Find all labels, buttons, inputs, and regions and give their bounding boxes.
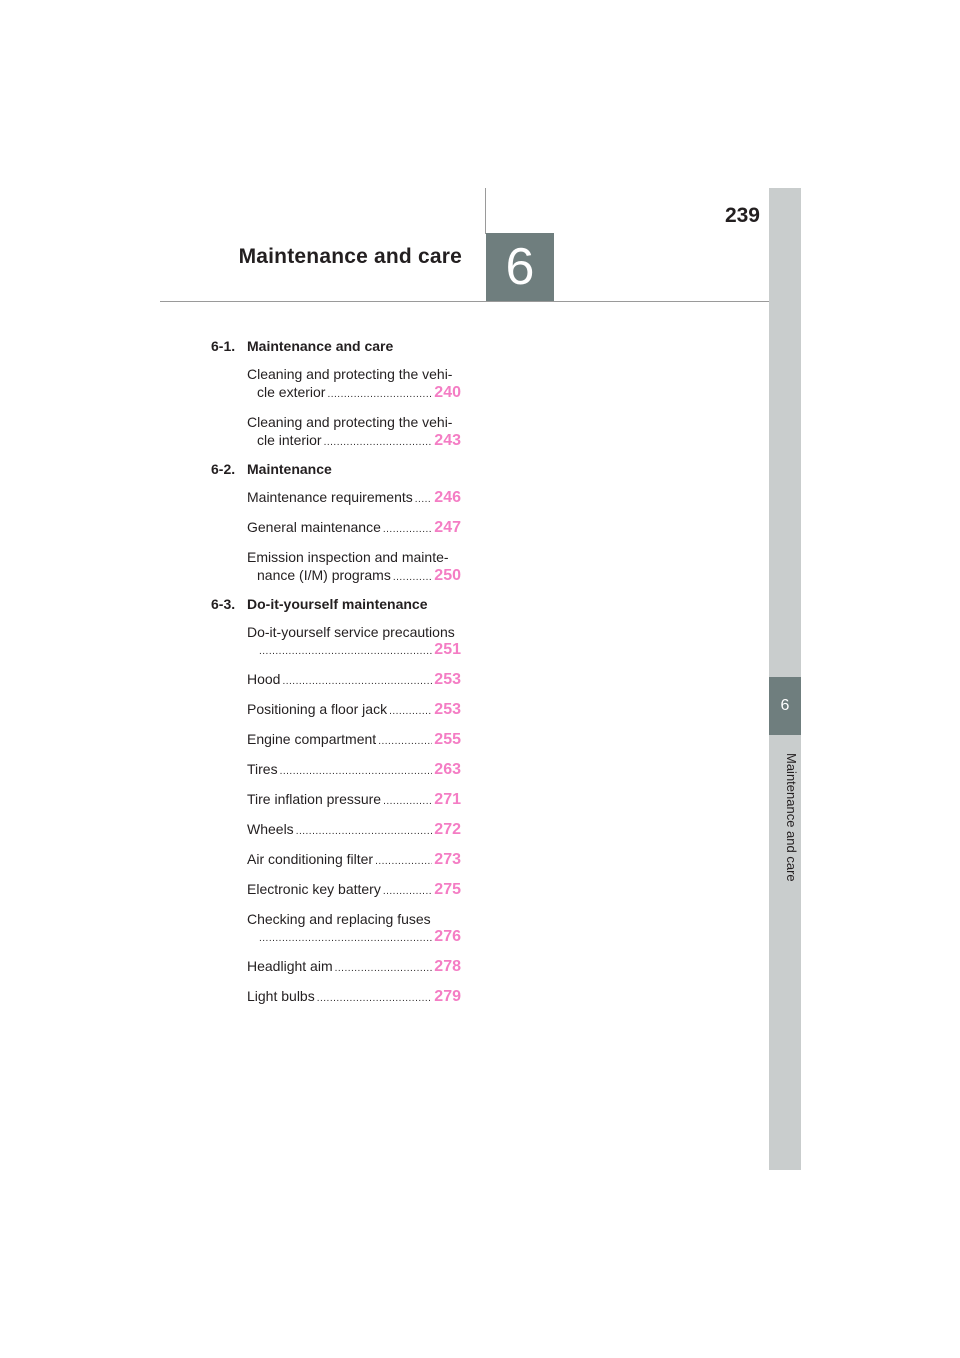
- entry-title: Engine compartment: [247, 731, 377, 747]
- toc-entry-key-battery[interactable]: [247, 880, 461, 901]
- entry-page-link[interactable]: 263: [434, 761, 461, 778]
- entry-title: Light bulbs: [247, 988, 315, 1004]
- toc-section-6-1[interactable]: [211, 338, 461, 356]
- entry-page-link[interactable]: 255: [434, 731, 461, 748]
- entry-title: Air conditioning filter: [247, 851, 374, 867]
- entry-page-link[interactable]: 271: [434, 791, 461, 808]
- toc-entry-general-maintenance[interactable]: [247, 518, 461, 539]
- entry-page-link[interactable]: 275: [434, 881, 461, 898]
- entry-page-link[interactable]: 278: [434, 958, 461, 975]
- dot-leader: [324, 434, 433, 452]
- dot-leader: [389, 703, 432, 721]
- entry-title-line1: Cleaning and protecting the vehi-: [247, 414, 453, 430]
- toc-entry-cleaning-interior[interactable]: [247, 413, 461, 452]
- dot-leader: [383, 793, 432, 811]
- dot-leader: [296, 823, 433, 841]
- entry-page-link[interactable]: 272: [434, 821, 461, 838]
- section-title: Maintenance: [247, 461, 332, 477]
- toc-entry-floor-jack[interactable]: [247, 700, 461, 721]
- toc-entry-cleaning-exterior[interactable]: [247, 365, 461, 404]
- entry-title: Tire inflation pressure: [247, 791, 382, 807]
- entry-title-line1: Emission inspection and mainte-: [247, 549, 449, 565]
- toc-section-6-3[interactable]: [211, 596, 461, 614]
- dot-leader: [393, 569, 432, 587]
- toc-entry-diy-precautions[interactable]: [247, 623, 461, 661]
- dot-leader: [282, 673, 432, 691]
- dot-leader: [317, 990, 433, 1008]
- table-of-contents: [211, 338, 461, 1017]
- section-number: 6-1.: [211, 338, 236, 354]
- toc-entry-tires[interactable]: [247, 760, 461, 781]
- entry-page-link[interactable]: 246: [434, 489, 461, 506]
- side-tab-number[interactable]: [769, 677, 801, 735]
- side-tab-label: Maintenance and care: [784, 752, 799, 882]
- entry-title: Positioning a floor jack: [247, 701, 388, 717]
- toc-entry-light-bulbs[interactable]: [247, 987, 461, 1008]
- side-tab-number-text: 6: [780, 697, 790, 714]
- entry-page-link[interactable]: 243: [434, 432, 461, 449]
- entry-title-line1: Do-it-yourself service precautions: [247, 624, 455, 640]
- chapter-title: Maintenance and care: [238, 245, 462, 268]
- dot-leader: [415, 491, 433, 509]
- toc-section-6-2[interactable]: [211, 461, 461, 479]
- entry-page-link[interactable]: 273: [434, 851, 461, 868]
- toc-entry-fuses[interactable]: [247, 910, 461, 948]
- dot-leader: [378, 733, 432, 751]
- entry-title: Maintenance requirements: [247, 489, 413, 505]
- toc-entry-maintenance-requirements[interactable]: [247, 488, 461, 509]
- dot-leader: [259, 930, 432, 948]
- section-title: Do-it-yourself maintenance: [247, 596, 428, 612]
- toc-entry-ac-filter[interactable]: [247, 850, 461, 871]
- toc-entry-headlight-aim[interactable]: [247, 957, 461, 978]
- entry-title-line2: cle interior: [257, 432, 322, 448]
- page-number: 239: [724, 204, 760, 227]
- section-number: 6-3.: [211, 596, 236, 612]
- entry-title-line2: nance (I/M) programs: [257, 567, 391, 583]
- entry-page-link[interactable]: 247: [434, 519, 461, 536]
- dot-leader: [375, 853, 432, 871]
- section-title: Maintenance and care: [247, 338, 394, 354]
- entry-title: Tires: [247, 761, 278, 777]
- entry-title-line2: cle exterior: [257, 384, 326, 400]
- toc-entry-hood[interactable]: [247, 670, 461, 691]
- dot-leader: [335, 960, 433, 978]
- toc-entry-emission-inspection[interactable]: [247, 548, 461, 587]
- toc-entry-wheels[interactable]: [247, 820, 461, 841]
- entry-page-link[interactable]: 253: [434, 671, 461, 688]
- header-divider: [160, 301, 770, 302]
- entry-page-link[interactable]: 250: [434, 567, 461, 584]
- entry-page-link[interactable]: 276: [434, 928, 461, 945]
- chapter-number-box: [486, 233, 554, 301]
- chapter-number: 6: [505, 238, 535, 296]
- entry-title: Headlight aim: [247, 958, 333, 974]
- toc-entry-tire-pressure[interactable]: [247, 790, 461, 811]
- toc-entry-engine-compartment[interactable]: [247, 730, 461, 751]
- header-divider-vertical: [485, 188, 486, 234]
- dot-leader: [383, 521, 432, 539]
- entry-page-link[interactable]: 253: [434, 701, 461, 718]
- dot-leader: [327, 386, 432, 404]
- entry-title: Hood: [247, 671, 281, 687]
- entry-title: Wheels: [247, 821, 294, 837]
- entry-title-line1: Checking and replacing fuses: [247, 911, 431, 927]
- entry-title: Electronic key battery: [247, 881, 381, 897]
- section-number: 6-2.: [211, 461, 236, 477]
- entry-title: General maintenance: [247, 519, 381, 535]
- entry-page-link[interactable]: 240: [434, 384, 461, 401]
- entry-page-link[interactable]: 251: [434, 641, 461, 658]
- dot-leader: [259, 643, 432, 661]
- dot-leader: [383, 883, 432, 901]
- entry-title-line1: Cleaning and protecting the vehi-: [247, 366, 453, 382]
- entry-page-link[interactable]: 279: [434, 988, 461, 1005]
- dot-leader: [280, 763, 433, 781]
